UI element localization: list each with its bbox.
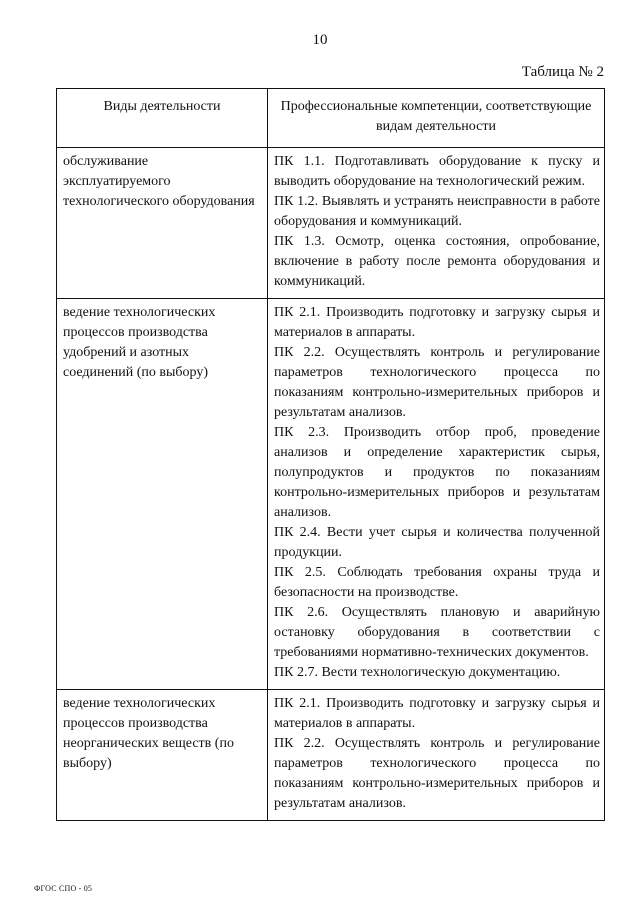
table-row bbox=[57, 690, 605, 821]
competency-item: ПК 2.2. Осуществлять контроль и регулирование параметров технологического процесса по показаниям контрольно-измерительных приборов и результатам анализов. bbox=[274, 345, 600, 420]
competency-item: ПК 2.1. Производить подготовку и загрузку сырья и материалов в аппараты. bbox=[274, 305, 600, 340]
competency-item: ПК 2.3. Производить отбор проб, проведение анализов и определение характеристик сырья, полупродуктов и продуктов по показаниям контрольно-измерительных приборов и результатам анализов. bbox=[274, 425, 600, 520]
table-row bbox=[57, 299, 605, 690]
competencies-cell bbox=[268, 299, 605, 690]
footer-document-code: ФГОС СПО - 05 bbox=[34, 884, 93, 893]
column-header-activities: Виды деятельности bbox=[57, 89, 268, 148]
competency-item: ПК 1.3. Осмотр, оценка состояния, опробование, включение в работу после ремонта оборудования и коммуникаций. bbox=[274, 234, 600, 289]
table-row bbox=[57, 148, 605, 299]
activity-cell: ведение технологических процессов производства неорганических веществ (по выбору) bbox=[57, 690, 268, 821]
competency-item: ПК 2.2. Осуществлять контроль и регулирование параметров технологического процесса по показаниям контрольно-измерительных приборов и результатам анализов. bbox=[274, 736, 600, 811]
page-number: 10 bbox=[312, 32, 328, 48]
competency-item: ПК 2.6. Осуществлять плановую и аварийную остановку оборудования в соответствии с требованиями нормативно-технических документов. bbox=[274, 605, 600, 660]
activity-cell: ведение технологических процессов производства удобрений и азотных соединений (по выбору) bbox=[57, 299, 268, 690]
competency-item: ПК 1.2. Выявлять и устранять неисправности в работе оборудования и коммуникаций. bbox=[274, 194, 600, 229]
competency-item: ПК 2.4. Вести учет сырья и количества полученной продукции. bbox=[274, 525, 600, 560]
competency-item: ПК 2.7. Вести технологическую документацию. bbox=[274, 665, 561, 680]
competency-item: ПК 1.1. Подготавливать оборудование к пуску и выводить оборудование на технологический режим. bbox=[274, 154, 600, 189]
competency-item: ПК 2.5. Соблюдать требования охраны труда и безопасности на производстве. bbox=[274, 565, 600, 600]
column-header-competencies: Профессиональные компетенции, соответствующие видам деятельности bbox=[268, 89, 605, 148]
table-header-row bbox=[57, 89, 605, 148]
competencies-table bbox=[56, 88, 605, 821]
competencies-cell bbox=[268, 690, 605, 821]
competencies-cell bbox=[268, 148, 605, 299]
table-label: Таблица № 2 bbox=[521, 64, 604, 80]
competency-item: ПК 2.1. Производить подготовку и загрузку сырья и материалов в аппараты. bbox=[274, 696, 600, 731]
activity-cell: обслуживание эксплуатируемого технологического оборудования bbox=[57, 148, 268, 299]
